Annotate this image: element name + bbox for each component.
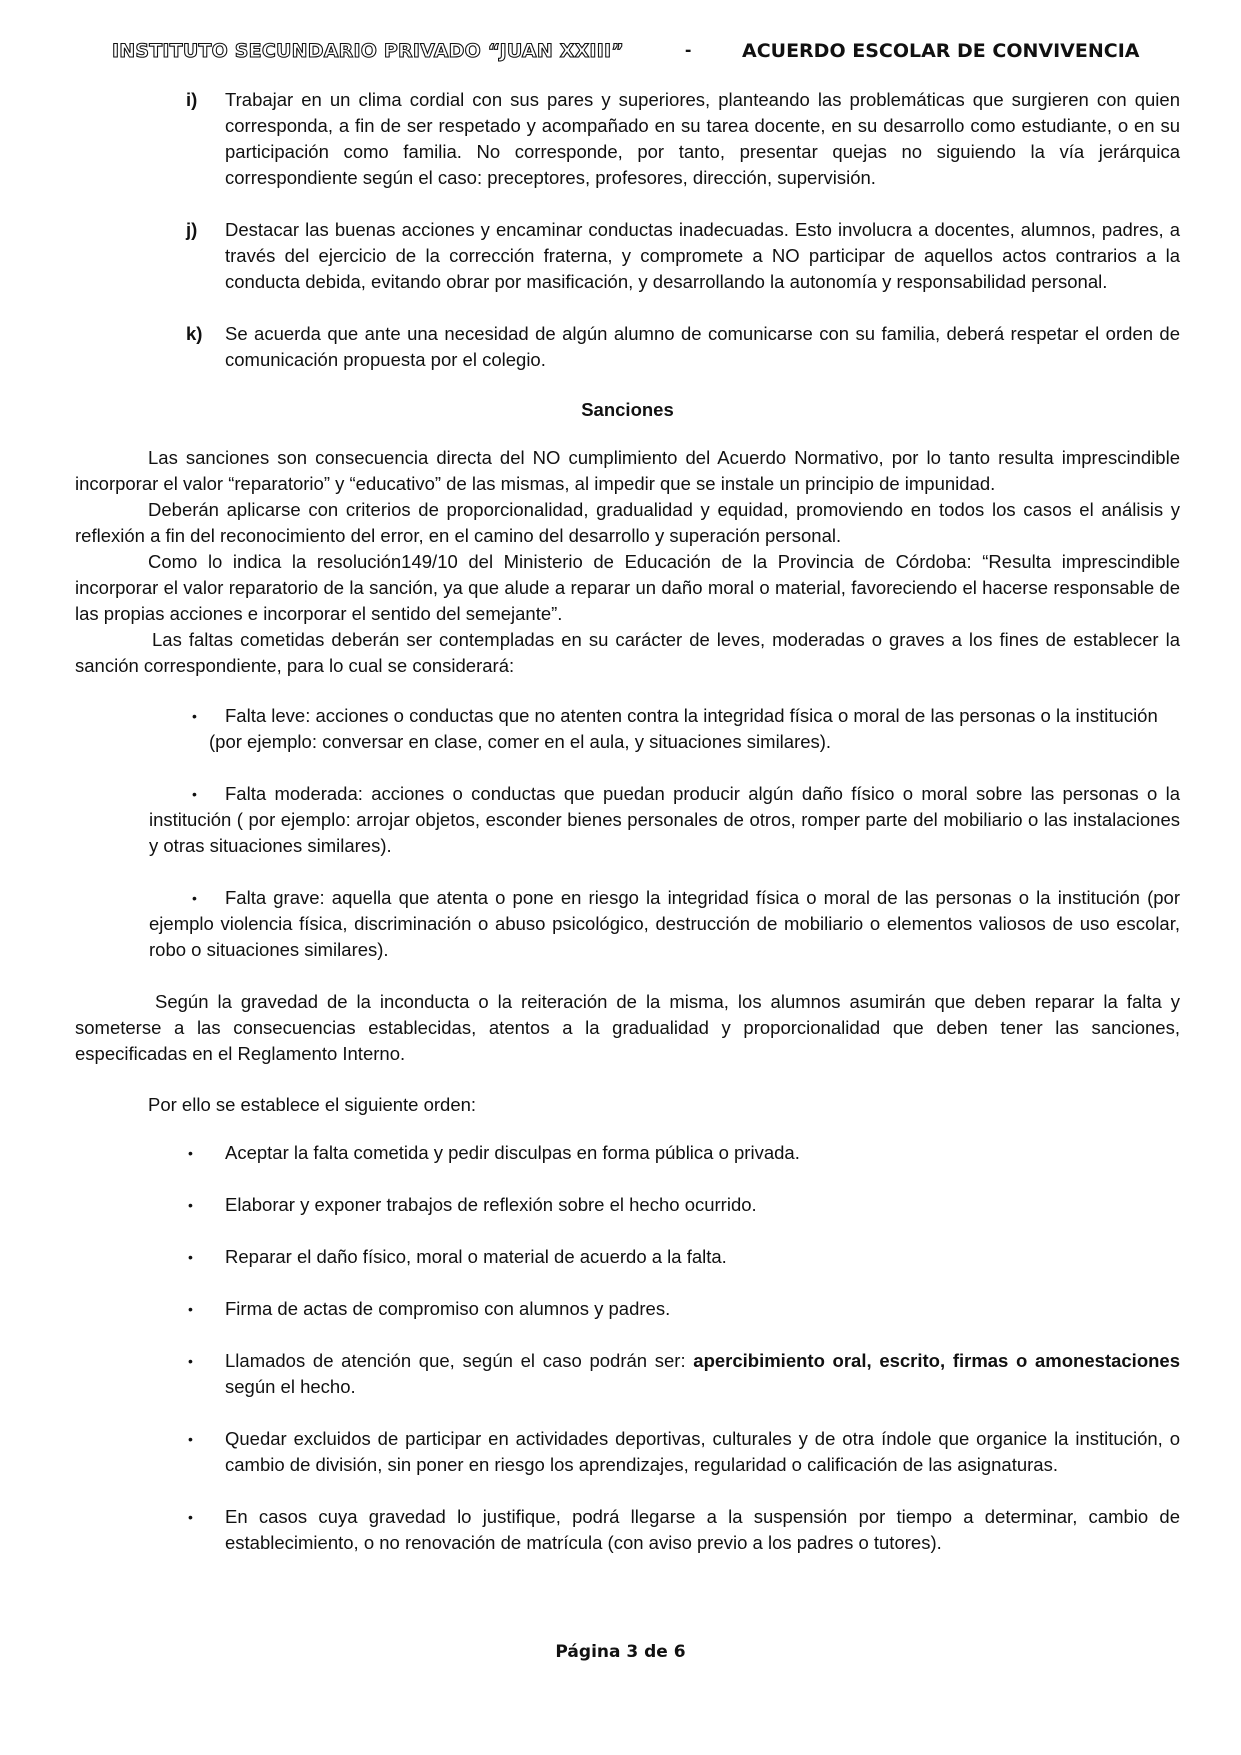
bullet-icon: • [188,1249,193,1265]
list-item [75,1192,1180,1218]
paragraph-sanciones: Las sanciones son consecuencia directa del NO cumplimiento del Acuerdo Normativo, por lo tanto resulta imprescindible incorporar el valor “reparatorio” y “educativo” de las mismas, al impedir que se instale un principio de impunidad. [75,447,1180,494]
measure-text: Elaborar y exponer trabajos de reflexión sobre el hecho ocurrido. [225,1194,757,1215]
bullet-icon: • [188,1353,193,1369]
measure-text: Reparar el daño físico, moral o material de acuerdo a la falta. [225,1246,727,1267]
measure-text: Firma de actas de compromiso con alumnos y padres. [225,1298,671,1319]
list-item-i [75,87,1180,191]
paragraph-criterios: Deberán aplicarse con criterios de proporcionalidad, gradualidad y equidad, promoviendo en todos los casos el análisis y reflexión a fin del reconocimiento del error, en el camino del desarrollo y superación personal. [75,499,1180,546]
fault-leve-text: Falta leve: acciones o conductas que no atenten contra la integridad física o moral de las personas o la institución [225,705,1158,726]
institution-name: INSTITUTO SECUNDARIO PRIVADO “JUAN XXIII” [112,40,624,62]
bullet-icon: • [188,1197,193,1213]
list-item [75,1504,1180,1556]
measure-text: Quedar excluidos de participar en actividades deportivas, culturales y de otra índole que organice la institución, o cambio de división, sin poner en riesgo los aprendizajes, regularidad o calificación de las asignaturas. [225,1428,1180,1475]
measure-text: En casos cuya gravedad lo justifique, podrá llegarse a la suspensión por tiempo a determinar, cambio de establecimiento, o no renovación de matrícula (con aviso previo a los padres o tutores). [225,1506,1180,1553]
list-item [75,1296,1180,1322]
bullet-icon: • [192,786,197,802]
fault-grave [75,885,1180,963]
header-separator: - [685,40,692,61]
paragraph-segun: Según la gravedad de la inconducta o la reiteración de la misma, los alumnos asumirán que deben reparar la falta y someterse a las consecuencias establecidas, atentos a la gradualidad y proporcionalidad que deben tener las sanciones, especificadas en el Reglamento Interno. [75,991,1180,1064]
fault-moderada [75,781,1180,859]
page-header [112,40,1142,66]
measure-text: según el hecho. [225,1376,356,1397]
fault-leve [75,703,1180,755]
paragraph-orden: Por ello se establece el siguiente orden: [148,1094,477,1115]
page-content [75,87,1180,1582]
item-marker: j) [186,219,198,240]
paragraph-faltas: Las faltas cometidas deberán ser contempladas en su carácter de leves, moderadas o graves a los fines de establecer la sanción correspondiente, para lo cual se considerará: [75,629,1180,676]
item-text: Destacar las buenas acciones y encaminar conductas inadecuadas. Esto involucra a docentes, alumnos, padres, a través del ejercicio de la corrección fraterna, y compromete a NO participar de aquellos actos contrarios a la conducta debida, evitando obrar por masificación, y desarrollando la autonomía y responsabilidad personal. [225,219,1180,292]
bullet-icon: • [188,1301,193,1317]
section-title-sanciones: Sanciones [581,399,674,420]
list-item [75,1244,1180,1270]
item-text: Trabajar en un clima cordial con sus pares y superiores, planteando las problemáticas que surgieren con quien corresponda, a fin de ser respetado y acompañado en su tarea docente, en su desarrollo como estudiante, o en su participación como familia. No corresponde, por tanto, presentar quejas no siguiendo la vía jerárquica correspondiente según el caso: preceptores, profesores, dirección, supervisión. [225,89,1180,188]
document-title: ACUERDO ESCOLAR DE CONVIVENCIA [742,40,1140,62]
measure-emphasis: apercibimiento oral, escrito, firmas o amonestaciones [693,1350,1180,1371]
bullet-icon: • [188,1431,193,1447]
fault-moderada-text: Falta moderada: acciones o conductas que puedan producir algún daño físico o moral sobre las personas o la institución ( por ejemplo: arrojar objetos, esconder bienes personales de otros, romper parte del mobiliario o las instalaciones y otras situaciones similares). [149,783,1180,856]
list-item [75,1348,1180,1400]
list-item [75,1140,1180,1166]
list-item-j [75,217,1180,295]
item-marker: k) [186,323,203,344]
measure-text: Llamados de atención que, según el caso podrán ser: [225,1350,694,1371]
item-marker: i) [186,89,198,110]
item-text: Se acuerda que ante una necesidad de algún alumno de comunicarse con su familia, deberá respetar el orden de comunicación propuesta por el colegio. [225,323,1180,370]
list-item [75,1426,1180,1478]
bullet-icon: • [188,1145,193,1161]
paragraph-resolucion: Como lo indica la resolución149/10 del Ministerio de Educación de la Provincia de Córdoba: “Resulta imprescindible incorporar el valor reparatorio de la sanción, ya que alude a reparar un daño moral o material, favoreciendo el hacerse responsable de las propias acciones e incorporar el sentido del semejante”. [75,551,1180,624]
list-item-k [75,321,1180,373]
measure-text: Aceptar la falta cometida y pedir disculpas en forma pública o privada. [225,1142,800,1163]
bullet-icon: • [192,890,197,906]
fault-grave-text: Falta grave: aquella que atenta o pone en riesgo la integridad física o moral de las personas o la institución (por ejemplo violencia física, discriminación o abuso psicológico, destrucción de mobiliario o elementos valiosos de uso escolar, robo o situaciones similares). [149,887,1180,960]
bullet-icon: • [192,708,197,724]
fault-leve-example: (por ejemplo: conversar en clase, comer en el aula, y situaciones similares). [209,731,832,752]
measures-list [75,1140,1180,1556]
bullet-icon: • [188,1509,193,1525]
page-number: Página 3 de 6 [555,1642,686,1662]
